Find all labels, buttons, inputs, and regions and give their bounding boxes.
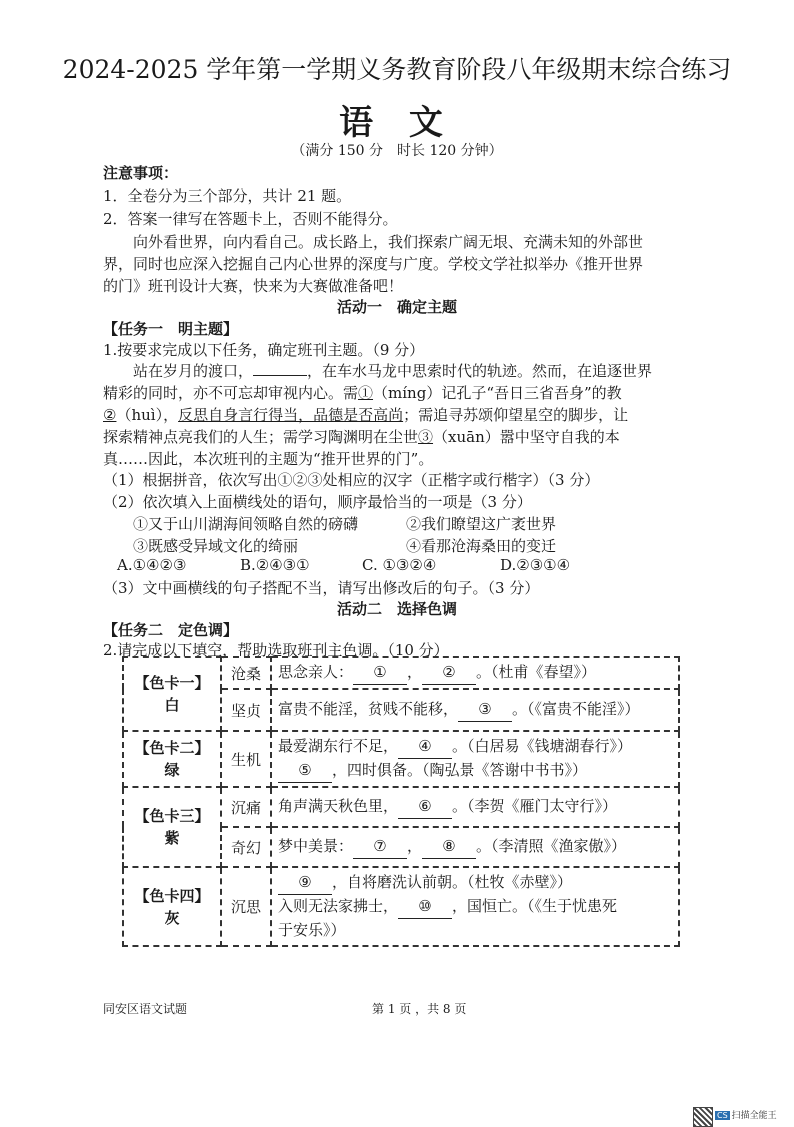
keyword-cell: 坚贞	[221, 689, 271, 731]
notes-heading: 注意事项：	[103, 164, 179, 182]
poem-source: 。（李清照《渔家傲》）	[476, 837, 627, 855]
card-color: 灰	[164, 908, 180, 927]
note-item: 1．全卷分为三个部分，共计 21 题。	[103, 187, 352, 205]
poem-text: 角声满天秋色里，	[278, 797, 399, 815]
poem-source: ，国恒亡。（《生于忧患死	[452, 897, 618, 915]
poem-cell	[271, 787, 679, 827]
passage-text: （huì），	[116, 406, 179, 424]
qr-code-icon	[693, 1107, 713, 1127]
poem-source: 。（白居易《钱塘湖春行》）	[452, 737, 633, 755]
blank-marker-1: ①	[358, 384, 374, 402]
choice-b[interactable]: B.②④③①	[240, 556, 310, 574]
poem-text: 富贵不能淫，贫贱不能移，	[278, 700, 459, 718]
answer-blank-9[interactable]: ⑨	[278, 871, 332, 895]
poem-cell	[271, 657, 679, 689]
poem-source: ，四时俱备。（陶弘景《答谢中书书》）	[332, 761, 588, 779]
choice-d[interactable]: D.②③①④	[500, 556, 571, 574]
answer-blank-1[interactable]: ①	[353, 661, 407, 685]
activity1-heading: 活动一 确定主题	[336, 298, 457, 316]
color-card-1	[123, 657, 221, 731]
answer-blank-6[interactable]: ⑥	[398, 795, 452, 819]
intro-line: 的门》班刊设计大赛，快来为大赛做准备吧！	[103, 277, 404, 295]
footer-left: 同安区语文试题	[103, 1002, 188, 1016]
choice-a[interactable]: A.①④②③	[117, 556, 187, 574]
color-card-4	[123, 867, 221, 946]
poem-source: ，自将磨洗认前朝。（杜牧《赤壁》）	[332, 873, 573, 891]
answer-blank[interactable]	[253, 375, 307, 376]
poem-source: 。（李贺《雁门太守行》）	[452, 797, 618, 815]
question-2: 2.请完成以下填空，帮助选取班刊主色调。（10 分）	[103, 641, 449, 659]
activity2-heading: 活动二 选择色调	[336, 600, 457, 618]
watermark-brand: 扫描全能王	[731, 1111, 777, 1121]
subquestion-3: （3）文中画横线的句子搭配不当，请写出修改后的句子。（3 分）	[103, 579, 540, 597]
answer-blank-8[interactable]: ⑧	[422, 835, 476, 859]
answer-blank-10[interactable]: ⑩	[398, 895, 452, 919]
poem-text: 入则无法家拂士，	[278, 897, 399, 915]
keyword-cell: 生机	[221, 731, 271, 787]
sentence-option: ①又于山川湖海间领略自然的磅礴	[133, 515, 359, 533]
answer-blank-7[interactable]: ⑦	[353, 835, 407, 859]
passage-line-2	[103, 382, 622, 403]
passage-line-4	[103, 426, 620, 447]
question-1: 1.按要求完成以下任务，确定班刊主题。（9 分）	[103, 341, 425, 359]
subject-title: 语 文	[339, 103, 455, 143]
subquestion-1: （1）根据拼音，依次写出①②③处相应的汉字（正楷字或行楷字）（3 分）	[103, 471, 600, 489]
passage-line-5: 真……因此，本次班刊的主题为“推开世界的门”。	[103, 450, 434, 468]
poem-text: 最爱湖东行不足，	[278, 737, 399, 755]
card-color: 白	[164, 696, 180, 714]
task2-heading: 【任务二 定色调】	[103, 621, 239, 639]
keyword-cell: 沉痛	[221, 787, 271, 827]
answer-blank-2[interactable]: ②	[422, 661, 476, 685]
intro-line: 向外看世界，向内看自己。成长路上，我们探索广阔无垠、充满未知的外部世	[103, 233, 644, 251]
choice-c[interactable]: C. ①③②④	[362, 556, 437, 574]
keyword-cell: 沧桑	[221, 657, 271, 689]
page-number: 第 1 页 ，共 8 页	[372, 1002, 467, 1016]
passage-text: （xuān）嚣中坚守自我的本	[433, 428, 620, 446]
poem-cell	[271, 689, 679, 731]
poem-cell	[271, 827, 679, 867]
blank-marker-3: ③	[418, 428, 434, 446]
card-color: 绿	[164, 761, 180, 779]
task1-heading: 【任务一 明主题】	[103, 320, 239, 338]
passage-text: 探索精神点亮我们的人生；需学习陶渊明在尘世	[103, 428, 419, 446]
poem-cell	[271, 867, 679, 946]
passage-text: ，在车水马龙中思索时代的轨迹。然而，在追逐世界	[307, 362, 653, 380]
card-color: 紫	[164, 829, 180, 847]
answer-blank-4[interactable]: ④	[398, 735, 452, 759]
passage-text: ；需追寻苏颂仰望星空的脚步，让	[403, 406, 629, 424]
card-label: 【色卡一】	[134, 674, 210, 692]
keyword-cell: 沉思	[221, 867, 271, 946]
score-time-info: （满分 150 分 时长 120 分钟）	[291, 143, 503, 159]
poem-text: 梦中美景：	[278, 837, 354, 855]
poem-text: 思念亲人：	[278, 663, 354, 681]
exam-title: 2024-2025 学年第一学期义务教育阶段八年级期末综合练习	[62, 55, 732, 84]
poem-source: 。（杜甫《春望》）	[476, 663, 597, 681]
poem-cell	[271, 731, 679, 787]
answer-blank-3[interactable]: ③	[458, 698, 512, 722]
poem-source: 。（《富贵不能淫》）	[512, 700, 640, 718]
answer-blank-5[interactable]: ⑤	[278, 759, 332, 783]
intro-line: 界，同时也应深入挖掘自己内心世界的深度与广度。学校文学社拟举办《推开世界	[103, 255, 644, 273]
color-card-2	[123, 731, 221, 787]
underlined-sentence: 反思自身言行得当，品德是否高尚	[178, 406, 404, 424]
card-label: 【色卡二】	[134, 739, 210, 757]
note-item: 2．答案一律写在答题卡上，否则不能得分。	[103, 210, 398, 228]
card-label: 【色卡三】	[134, 807, 210, 825]
cs-logo-icon: CS	[717, 1111, 728, 1120]
passage-line-3	[103, 404, 628, 425]
sentence-option: ③既感受异域文化的绮丽	[133, 537, 299, 555]
sentence-option: ④看那沧海桑田的变迁	[406, 537, 557, 555]
poem-source: 于安乐》）	[278, 921, 346, 939]
poem-text: ，	[407, 663, 423, 681]
scanner-watermark	[715, 1108, 777, 1121]
passage-text: 精彩的同时，亦不可忘却审视内心。需	[103, 384, 359, 402]
color-card-3	[123, 787, 221, 867]
subquestion-2: （2）依次填入上面横线处的语句，顺序最恰当的一项是（3 分）	[103, 493, 532, 511]
keyword-cell: 奇幻	[221, 827, 271, 867]
color-card-table	[122, 656, 680, 947]
passage-line-1	[103, 360, 652, 381]
blank-marker-2: ②	[103, 406, 117, 424]
passage-text: 站在岁月的渡口，	[103, 362, 254, 380]
card-label: 【色卡四】	[134, 886, 210, 905]
sentence-option: ②我们瞭望这广袤世界	[406, 515, 557, 533]
passage-text: （míng）记孔子“吾日三省吾身”的教	[373, 384, 622, 402]
poem-text: ，	[407, 837, 423, 855]
